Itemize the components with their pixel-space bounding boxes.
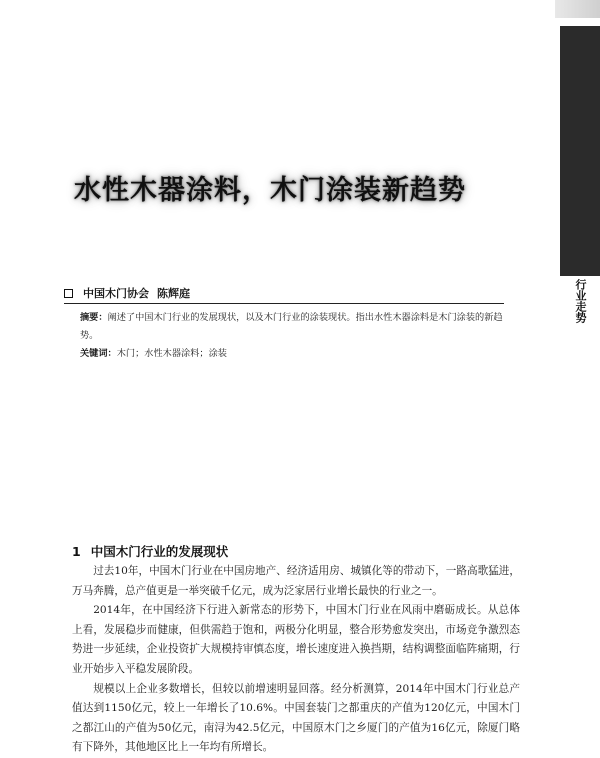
keywords-text: 木门；水性木器涂料；涂装: [116, 348, 227, 359]
body-paragraph: 2014年，在中国经济下行进入新常态的形势下，中国木门行业在风雨中磨砺成长。从总体上看，发展稳步而健康，但供需趋于饱和，两极分化明显，整合形势愈发突出，市场竞争激烈态势进一步延续，企业投资扩大规模持审慎态度，增长速度进入换挡期，结构调整面临阵痛期，行业开始步入平稳发展阶段。: [72, 604, 520, 675]
page-edge-shadow: [555, 0, 600, 18]
author-organization: 中国木门协会: [83, 287, 149, 300]
body-paragraph: 规模以上企业多数增长，但较以前增速明显回落。经分析测算，2014年中国木门行业总产值达到1150亿元，较上一年增长了10.6%。中国套装门之都重庆的产值为120亿元，中国木门之都江山的产值为50亿元，南浔为42.5亿元，中国原木门之乡厦门的产值为16亿元，除厦门略有下降外，其他地区比上一年均有所增长。: [72, 682, 520, 754]
keywords-label: 关键词：: [80, 348, 117, 359]
author-line: [64, 285, 504, 301]
divider-rule: [64, 303, 504, 304]
abstract: [80, 309, 510, 345]
section-body: [72, 562, 520, 758]
section-number: 1: [72, 544, 81, 559]
checkbox-square-icon: [64, 289, 73, 298]
body-paragraph: 过去10年，中国木门行业在中国房地产、经济适用房、城镇化等的带动下，一路高歌猛进，万马奔腾，总产值更是一举突破千亿元，成为泛家居行业增长最快的行业之一。: [72, 565, 520, 597]
article-title: 水性木器涂料，木门涂装新趋势: [74, 175, 466, 206]
abstract-label: 摘要：: [80, 312, 108, 323]
side-tab-label: 行业走势: [574, 279, 587, 323]
section-side-label: [560, 276, 600, 326]
abstract-text: 阐述了中国木门行业的发展现状，以及木门行业的涂装现状。指出水性木器涂料是木门涂装的新趋势。: [80, 312, 503, 341]
section-title: 中国木门行业的发展现状: [90, 544, 229, 559]
keywords: [80, 346, 510, 362]
section-heading: [72, 542, 228, 560]
author-name: 陈辉庭: [157, 287, 190, 300]
